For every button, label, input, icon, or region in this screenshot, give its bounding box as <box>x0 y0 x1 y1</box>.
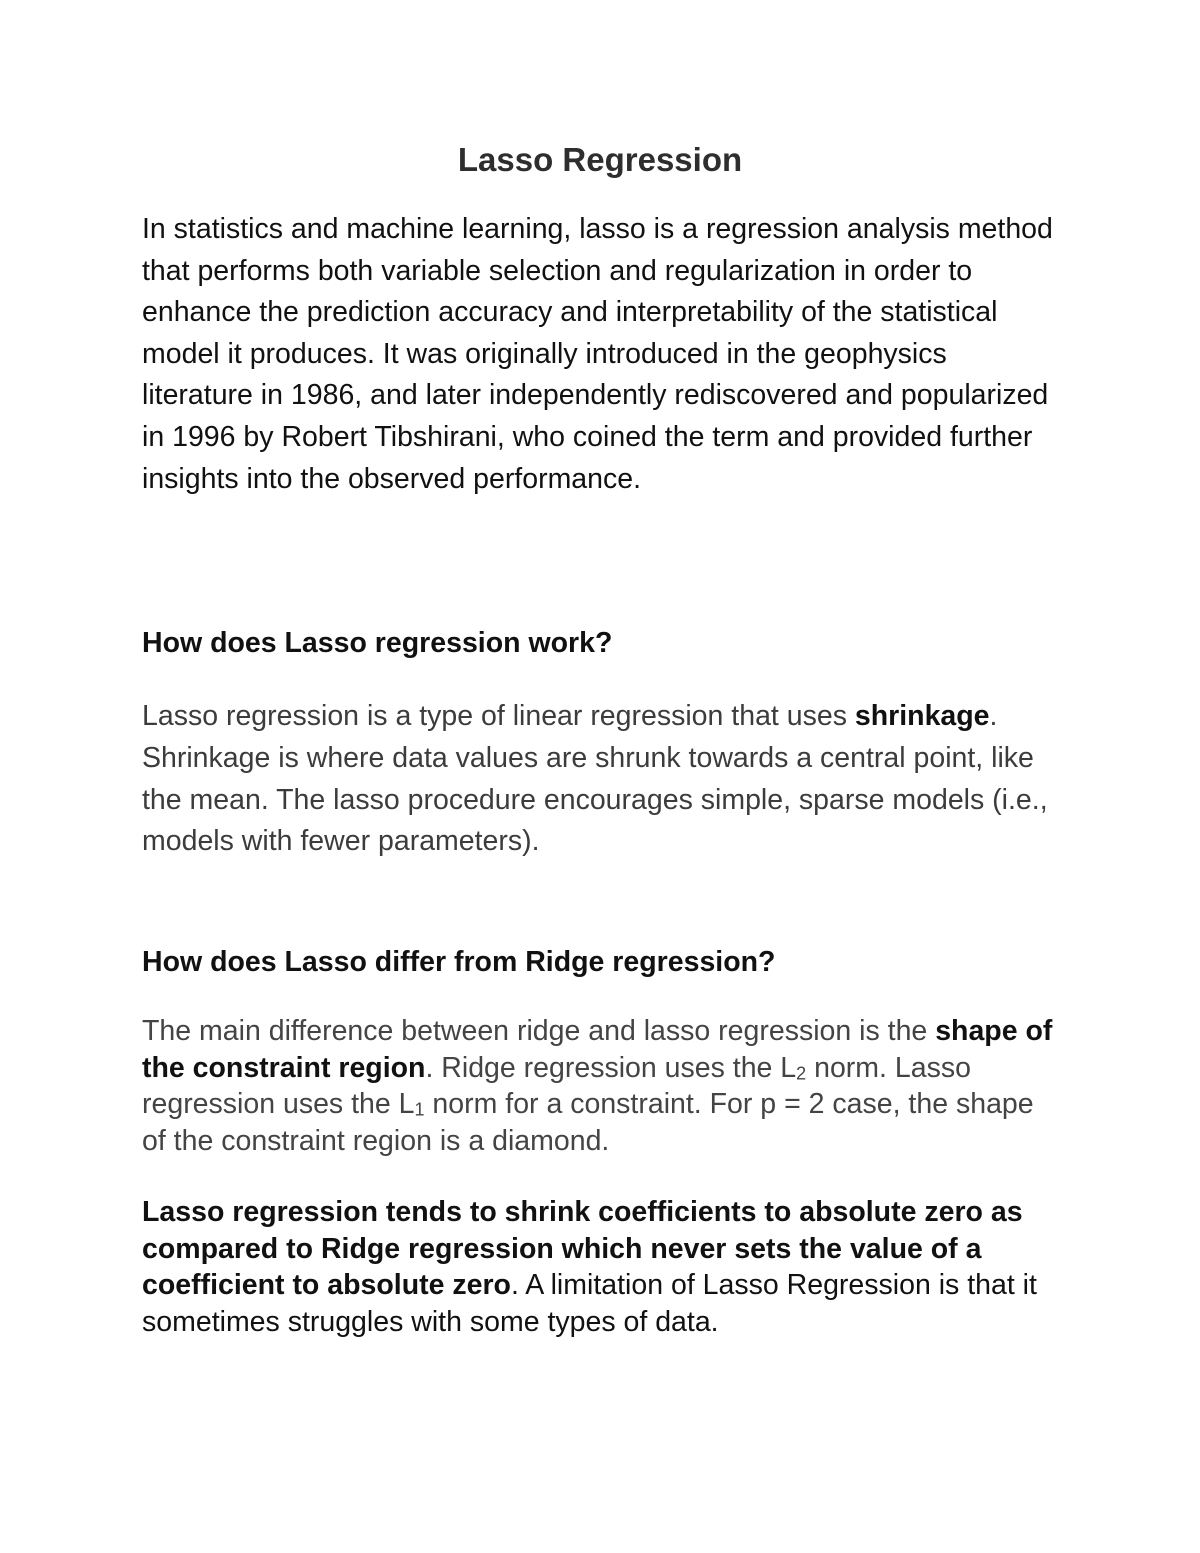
bold-comparison-statement: Lasso regression tends to shrink coefficients to absolute zero as compared to Ridge regression which never sets the value of a coefficient to absolute zero <box>142 1196 1023 1301</box>
section-heading-difference: How does Lasso differ from Ridge regression? <box>142 946 776 978</box>
text-span: . A limitation of Lasso Regression is that it sometimes struggles with some types of data. <box>142 1269 1037 1338</box>
difference-paragraph <box>142 1013 1062 1159</box>
comparison-paragraph <box>142 1194 1062 1340</box>
bold-term-shrinkage: shrinkage <box>854 700 990 732</box>
bold-term-constraint-region: shape of the constraint region <box>142 1015 1053 1084</box>
text-span: norm for a constraint. For p = 2 case, the shape of the constraint region is a diamond. <box>142 1088 1034 1157</box>
text-span: norm. Lasso regression uses the L <box>142 1051 971 1120</box>
text-span: Lasso regression is a type of linear regression that uses <box>142 700 855 732</box>
section-heading-how-it-works: How does Lasso regression work? <box>142 627 613 659</box>
subscript-two: 2 <box>796 1063 807 1084</box>
text-span: . Ridge regression uses the L <box>425 1051 797 1084</box>
subscript-one: 1 <box>414 1099 425 1120</box>
intro-paragraph: In statistics and machine learning, lasso is a regression analysis method that performs both variable selection and regularization in order to enhance the prediction accuracy and interpretability of the statistical model it produces. It was originally introduced in the geophysics literature in 1986, and later independently rediscovered and popularized in 1996 by Robert Tibshirani, who coined the term and provided further insights into the observed performance. <box>142 213 1053 495</box>
text-span: . Shrinkage is where data values are shrunk towards a central point, like the mean. The lasso procedure encourages simple, sparse models (i.e., models with fewer parameters). <box>142 700 1048 858</box>
how-it-works-paragraph <box>142 696 1062 863</box>
text-span: The main difference between ridge and lasso regression is the <box>142 1015 936 1047</box>
document-title: Lasso Regression <box>457 141 743 178</box>
